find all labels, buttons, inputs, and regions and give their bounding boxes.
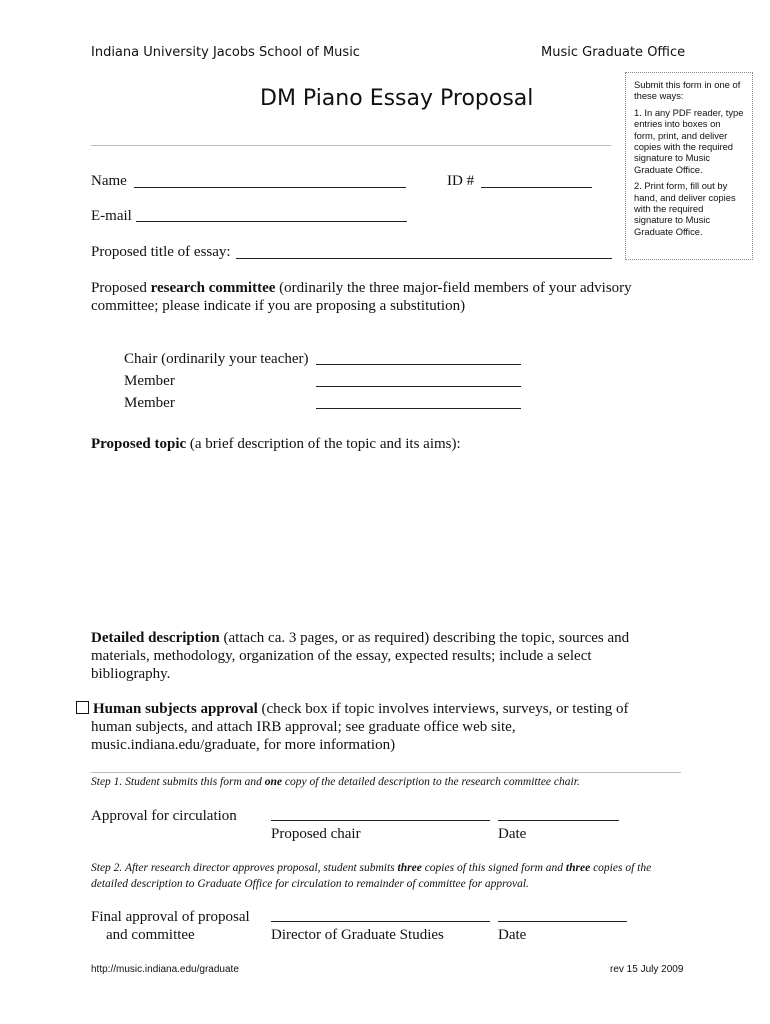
- footer-revision: rev 15 July 2009: [610, 964, 684, 975]
- final-approval-label-1: Final approval of proposal: [91, 909, 250, 925]
- essay-title-label: Proposed title of essay:: [91, 244, 231, 260]
- essay-title-field[interactable]: [236, 258, 612, 259]
- topic-heading: Proposed topic (a brief description of the topic and its aims):: [91, 436, 461, 452]
- name-field[interactable]: [134, 187, 406, 188]
- proposed-chair-label: Proposed chair: [271, 826, 361, 842]
- human-subjects-checkbox[interactable]: [76, 701, 89, 714]
- member-1-field[interactable]: [316, 386, 521, 387]
- approval-circulation-label: Approval for circulation: [91, 808, 237, 824]
- final-date-field[interactable]: [498, 921, 627, 922]
- proposed-chair-signature-field[interactable]: [271, 820, 490, 821]
- circulation-date-field[interactable]: [498, 820, 619, 821]
- committee-intro: Proposed research committee (ordinarily the three major-field members of your advisory committee; please indicate if you are proposing a substitution): [91, 280, 632, 314]
- step-2-instructions: Step 2. After research director approves proposal, student submits three copies of this signed form and three copies of the detailed description to Graduate Office for circulation to remainder of committee for approval.: [91, 862, 652, 890]
- email-field[interactable]: [136, 221, 407, 222]
- id-field[interactable]: [481, 187, 592, 188]
- member-2-field[interactable]: [316, 408, 521, 409]
- step1-divider: [91, 772, 681, 773]
- human-subjects-paragraph: Human subjects approval (check box if topic involves interviews, surveys, or testing of human subjects, and attach IRB approval; see graduate office web site, music.indiana.edu/graduate, for more information): [91, 700, 651, 754]
- chair-field[interactable]: [316, 364, 521, 365]
- submission-option-1: 1. In any PDF reader, type entries into boxes on form, print, and deliver copies with the required signature to Music Graduate Office.: [634, 106, 744, 175]
- id-label: ID #: [447, 173, 475, 189]
- member-2-label: Member: [124, 395, 175, 411]
- name-label: Name: [91, 173, 127, 189]
- final-approval-label-2: and committee: [106, 927, 195, 943]
- submission-intro: Submit this form in one of these ways:: [634, 79, 741, 102]
- member-1-label: Member: [124, 373, 175, 389]
- chair-label: Chair (ordinarily your teacher): [124, 351, 309, 367]
- director-label: Director of Graduate Studies: [271, 927, 444, 943]
- title-divider: [91, 145, 611, 146]
- school-name: Indiana University Jacobs School of Music: [91, 45, 360, 60]
- circulation-date-label: Date: [498, 826, 527, 842]
- page-title: DM Piano Essay Proposal: [260, 86, 534, 111]
- email-label: E-mail: [91, 208, 132, 224]
- submission-option-2: 2. Print form, fill out by hand, and deliver copies with the required signature to Music Graduate Office.: [634, 180, 736, 237]
- description-paragraph: Detailed description (attach ca. 3 pages, or as required) describing the topic, sources and materials, methodology, organization of the essay, expected results; include a select bibliography.: [91, 630, 630, 682]
- step-1-instructions: Step 1. Student submits this form and one copy of the detailed description to the research committee chair.: [91, 776, 580, 788]
- office-name: Music Graduate Office: [541, 45, 686, 60]
- footer-url[interactable]: http://music.indiana.edu/graduate: [91, 964, 239, 975]
- director-signature-field[interactable]: [271, 921, 490, 922]
- final-date-label: Date: [498, 927, 527, 943]
- submission-info-box: [625, 72, 753, 260]
- topic-input-area[interactable]: [91, 458, 651, 618]
